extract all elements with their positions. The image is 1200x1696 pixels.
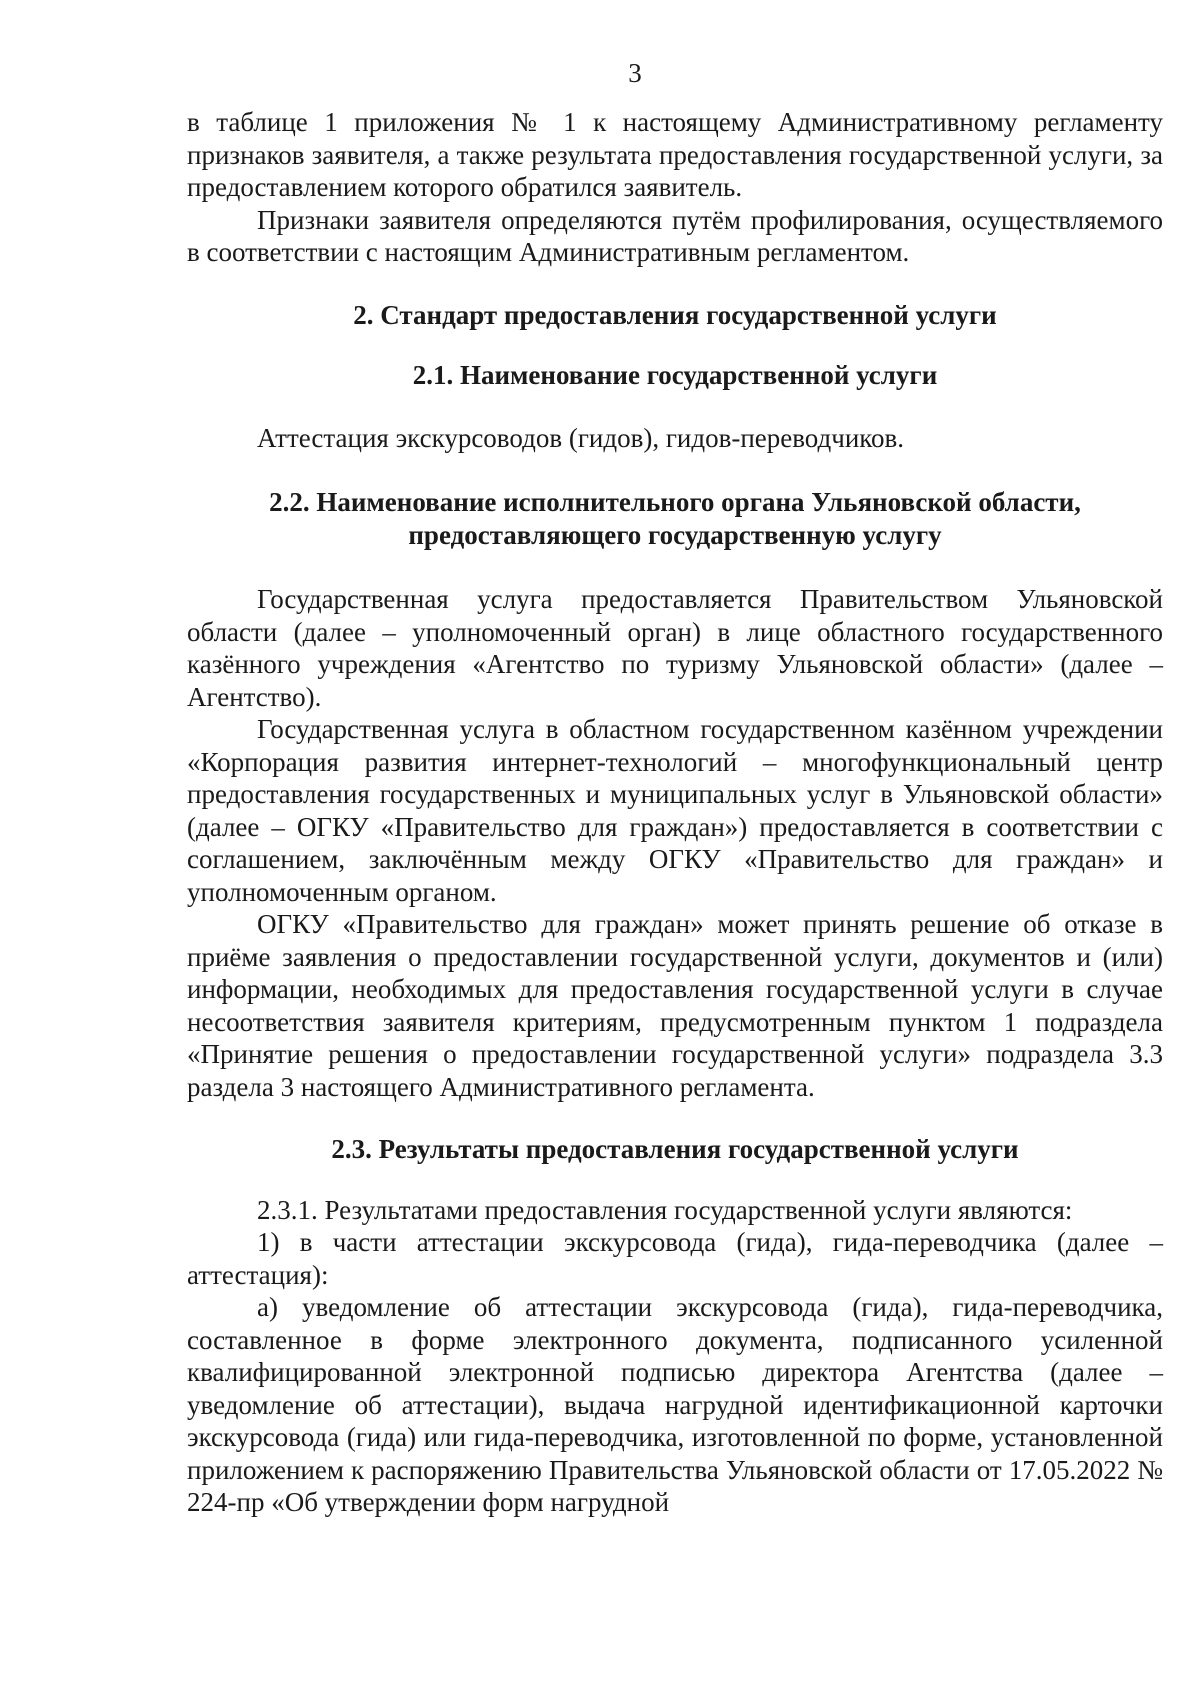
- spacer: [187, 331, 1163, 359]
- paragraph-intro-2: Признаки заявителя определяются путём профилирования, осуществляемого в соответствии с настоящим Административным регламентом.: [187, 204, 1163, 267]
- spacer: [187, 1103, 1163, 1133]
- section-2-1-text: Аттестация экскурсоводов (гидов), гидов-переводчиков.: [257, 422, 905, 453]
- section-2-3-heading: 2.3. Результаты предоставления государственной услуги: [331, 1134, 1019, 1164]
- section-2-2-heading-line-2: предоставляющего государственную услугу: [408, 519, 942, 550]
- paragraph-intro-1: в таблице 1 приложения № 1 к настоящему Административному регламенту признаков заявителя, а также результата предоставления государственной услуги, за предоставлением которого обратился заявитель.: [187, 107, 1163, 202]
- section-2-2-paragraph-1: Государственная услуга предоставляется Правительством Ульяновской области (далее – уполномоченный орган) в лице областного государственного казённого учреждения «Агентство по туризму Ульяновской области» (далее – Агентство).: [187, 584, 1163, 712]
- document-body: [187, 106, 1163, 1519]
- spacer: [187, 551, 1163, 583]
- section-2-3-paragraph-2: 1) в части аттестации экскурсовода (гида), гида-переводчика (далее – аттестация):: [187, 1227, 1163, 1290]
- section-2-2-paragraph-2: Государственная услуга в областном государственном казённом учреждении «Корпорация развития интернет-технологий – многофункциональный центр предоставления государственных и муниципальных услуг в Ульяновской области» (далее – ОГКУ «Правительство для граждан») предоставляется в соответствии с соглашением, заключённым между ОГКУ «Правительство для граждан» и уполномоченным органом.: [187, 714, 1163, 907]
- section-2-1-heading: 2.1. Наименование государственной услуги: [412, 360, 938, 390]
- section-2-3-paragraph-1: 2.3.1. Результатами предоставления государственной услуги являются:: [257, 1194, 1073, 1225]
- section-2-3-paragraph-3: а) уведомление об аттестации экскурсовода (гида), гида-переводчика, составленное в форме электронного документа, подписанного усиленной квалифицированной электронной подписью директора Агентства (далее – уведомление об аттестации), выдача нагрудной идентификационной карточки экскурсовода (гида) или гида-переводчика, изготовленной по форме, установленной приложением к распоряжению Правительства Ульяновской области от 17.05.2022 № 224-пр «Об утверждении форм нагрудной: [187, 1292, 1163, 1517]
- section-2-heading: 2. Стандарт предоставления государственной услуги: [353, 299, 997, 330]
- spacer: [187, 269, 1163, 299]
- page-number: 3: [628, 58, 642, 88]
- section-2-2-paragraph-3: ОГКУ «Правительство для граждан» может принять решение об отказе в приёме заявления о предоставлении государственной услуги, документов и (или) информации, необходимых для предоставления государственной услуги в случае несоответствия заявителя критериям, предусмотренным пунктом 1 подраздела «Принятие решения о предоставлении государственной услуги» подраздела 3.3 раздела 3 настоящего Административного регламента.: [187, 909, 1163, 1102]
- spacer: [187, 1166, 1163, 1194]
- spacer: [187, 392, 1163, 422]
- section-2-2-heading: [187, 486, 1163, 551]
- spacer: [187, 454, 1163, 486]
- section-2-2-heading-line-1: 2.2. Наименование исполнительного органа Ульяновской области,: [269, 487, 1081, 517]
